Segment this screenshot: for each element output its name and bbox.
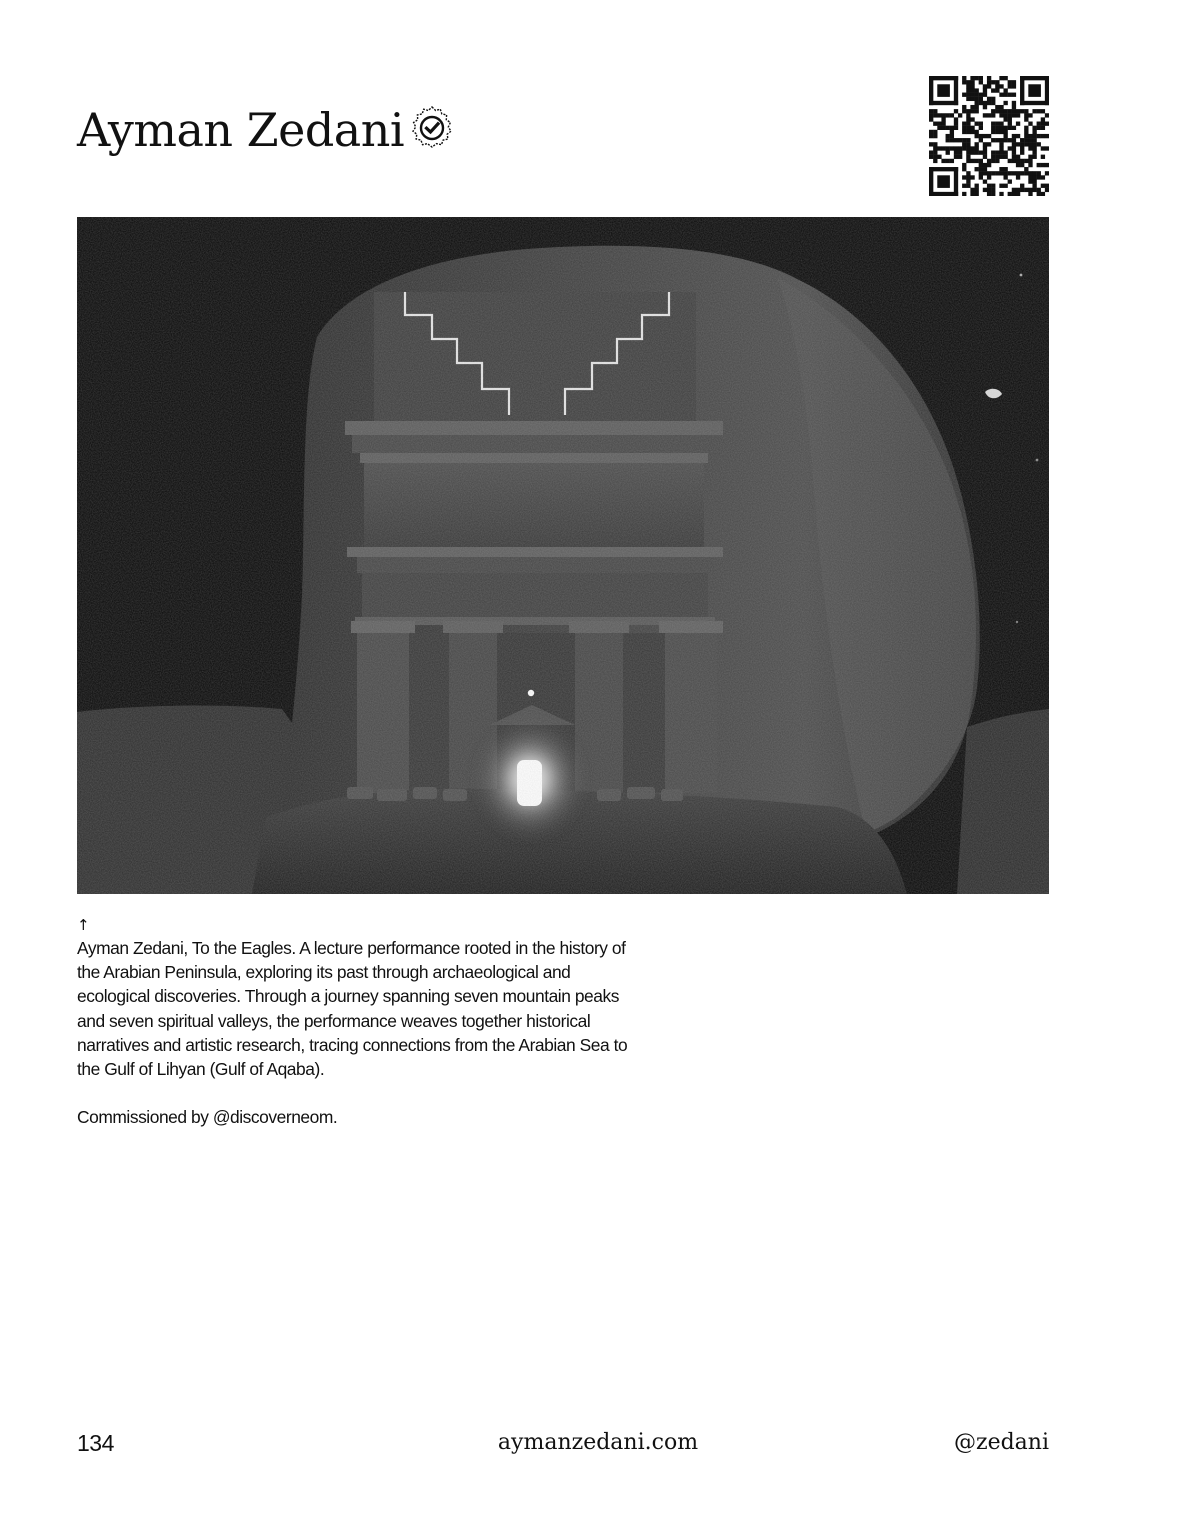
page-number: 134	[77, 1430, 114, 1456]
rock-tomb-night-photo	[77, 217, 1049, 894]
artist-name-title: Ayman Zedani	[77, 103, 405, 157]
qr-code-icon[interactable]	[929, 76, 1049, 196]
figure-caption	[77, 914, 637, 1129]
artwork-photo	[77, 217, 1049, 894]
up-arrow-icon: ↑	[77, 916, 90, 934]
website-link[interactable]: aymanzedani.com	[497, 1430, 699, 1455]
commission-credit: Commissioned by @discoverneom.	[77, 1107, 338, 1128]
caption-text: Ayman Zedani, To the Eagles. A lecture performance rooted in the history of the Arabian Peninsula, exploring its past through archaeological and ecological discoveries. Through a journey spanning seven mountain peaks and seven spiritual valleys, the performance weaves together historical narratives and artistic research, tracing connections from the Arabian Sea to the Gulf of Lihyan (Gulf of Aqaba).	[77, 938, 628, 1080]
social-handle[interactable]: @zedani	[953, 1430, 1049, 1455]
verified-badge-icon	[408, 104, 456, 152]
